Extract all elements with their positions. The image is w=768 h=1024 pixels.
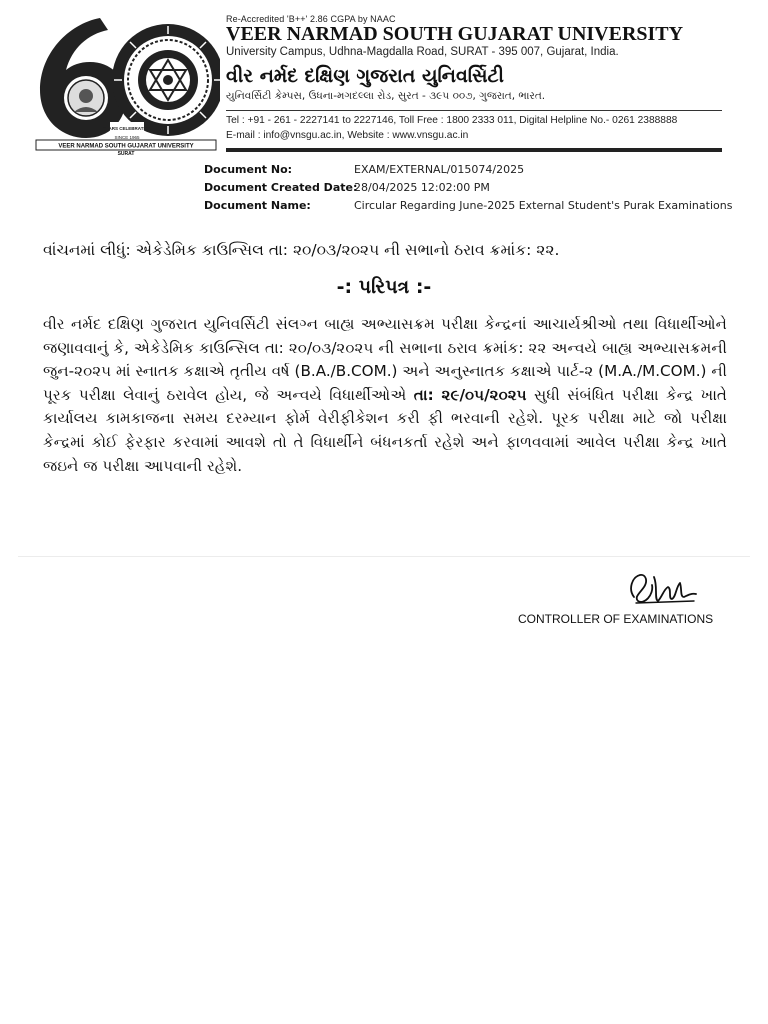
logo-years-text: YEARS CELEBRATION xyxy=(102,126,152,131)
email-website-line: E-mail : info@vnsgu.ac.in, Website : www.vnsgu.ac.in xyxy=(226,130,469,141)
controller-signature xyxy=(624,567,702,611)
document-info xyxy=(204,161,732,215)
logo-since-text: SINCE 1965 xyxy=(114,135,140,140)
letterhead xyxy=(30,8,724,156)
university-name-gujarati: વીર નર્મદ દક્ષિણ ગુજરાત યુનિવર્સિટી xyxy=(226,65,504,87)
footer-divider xyxy=(18,556,750,557)
deadline-date: તા: ૨૯/૦૫/૨૦૨૫ xyxy=(413,385,527,404)
contact-details xyxy=(226,113,724,143)
doc-name-row xyxy=(204,197,732,215)
doc-name-value: Circular Regarding June-2025 External Student's Purak Examinations xyxy=(354,199,733,212)
doc-created-row xyxy=(204,179,732,197)
accreditation-text: Re-Accredited 'B++' 2.86 CGPA by NAAC xyxy=(226,14,396,24)
letterhead-text xyxy=(226,8,724,143)
logo-city-text: SURAT xyxy=(117,151,135,156)
circular-body-part1: વીર નર્મદ દક્ષિણ ગુજરાત યુનિવર્સિટી સંલગ્ન બાહ્ય અભ્યાસક્રમ પરીક્ષા કેન્દ્રનાં આચાર્યશ્રીઓ તથા વિધાર્થીઓને જણાવવાનું કે, એકેડેમિક કાઉન્સિલ તા: ૨૦/૦૩/૨૦૨૫ ની સભાના ઠરાવ ક્રમાંક: ૨૨ અન્વયે બાહ્ય અભ્યાસક્રમની જુન-૨૦૨૫ માં સ્નાતક કક્ષાએ તૃતીય વર્ષ (B.A./B.COM.) અને અનુસ્નાતક કક્ષાએ પાર્ટ-૨ (M.A./M.COM.) ની પૂરક પરીક્ષા લેવાનું ઠરાવેલ હોય, જે અન્વયે વિધાર્થીઓએ xyxy=(43,315,727,404)
university-60-years-logo xyxy=(30,10,220,156)
circular-body xyxy=(43,313,727,478)
signer-title: CONTROLLER OF EXAMINATIONS xyxy=(518,612,714,626)
logo-ribbon-text: VEER NARMAD SOUTH GUJARAT UNIVERSITY xyxy=(58,143,194,150)
university-name-english: VEER NARMAD SOUTH GUJARAT UNIVERSITY xyxy=(226,23,684,45)
doc-number-label: Document No: xyxy=(204,163,293,176)
doc-created-label: Document Created Date: xyxy=(204,181,358,194)
doc-created-value: 28/04/2025 12:02:00 PM xyxy=(354,181,490,194)
circular-body-part2: સુધી સંબંધિત પરીક્ષા કેન્દ્ર ખાતે કાર્યાલય કામકાજના સમય દરમ્યાન ફોર્મ વેરીફીકેશન કરી ફી ભરવાની રહેશે. પૂરક પરીક્ષા માટે જો પરીક્ષા કેન્દ્રમાં કોઈ ફેરફાર કરવામાં આવશે તો તે વિધાર્થીને બંધનકર્તા રહેશે અને ફાળવવામાં આવેલ પરીક્ષા કેન્દ્ર ખાતે જઇને જ પરીક્ષા આપવાની રહેશે. xyxy=(43,385,727,475)
header-divider-thin xyxy=(226,110,722,111)
circular-title: -: પરિપત્ર :- xyxy=(336,276,432,298)
phone-line: Tel : +91 - 261 - 2227141 to 2227146, Toll Free : 1800 2333 011, Digital Helpline No.- 0261 2388888 xyxy=(226,115,678,126)
reference-line: વાંચનમાં લીધું: એકેડેમિક કાઉન્સિલ તા: ૨૦/૦૩/૨૦૨૫ ની સભાનો ઠરાવ ક્રમાંક: ૨૨. xyxy=(43,241,560,259)
university-address-gujarati: યુનિવર્સિટી કેમ્પસ, ઉધના-મગદલ્લા રોડ, સુરત - ૩૯૫ ૦૦૭, ગુજરાત, ભારત. xyxy=(226,90,546,102)
doc-name-label: Document Name: xyxy=(204,199,311,212)
university-address-english: University Campus, Udhna-Magdalla Road, SURAT - 395 007, Gujarat, India. xyxy=(226,46,619,58)
doc-number-value: EXAM/EXTERNAL/015074/2025 xyxy=(354,163,525,176)
doc-number-row xyxy=(204,161,732,179)
header-divider-thick xyxy=(226,148,722,152)
